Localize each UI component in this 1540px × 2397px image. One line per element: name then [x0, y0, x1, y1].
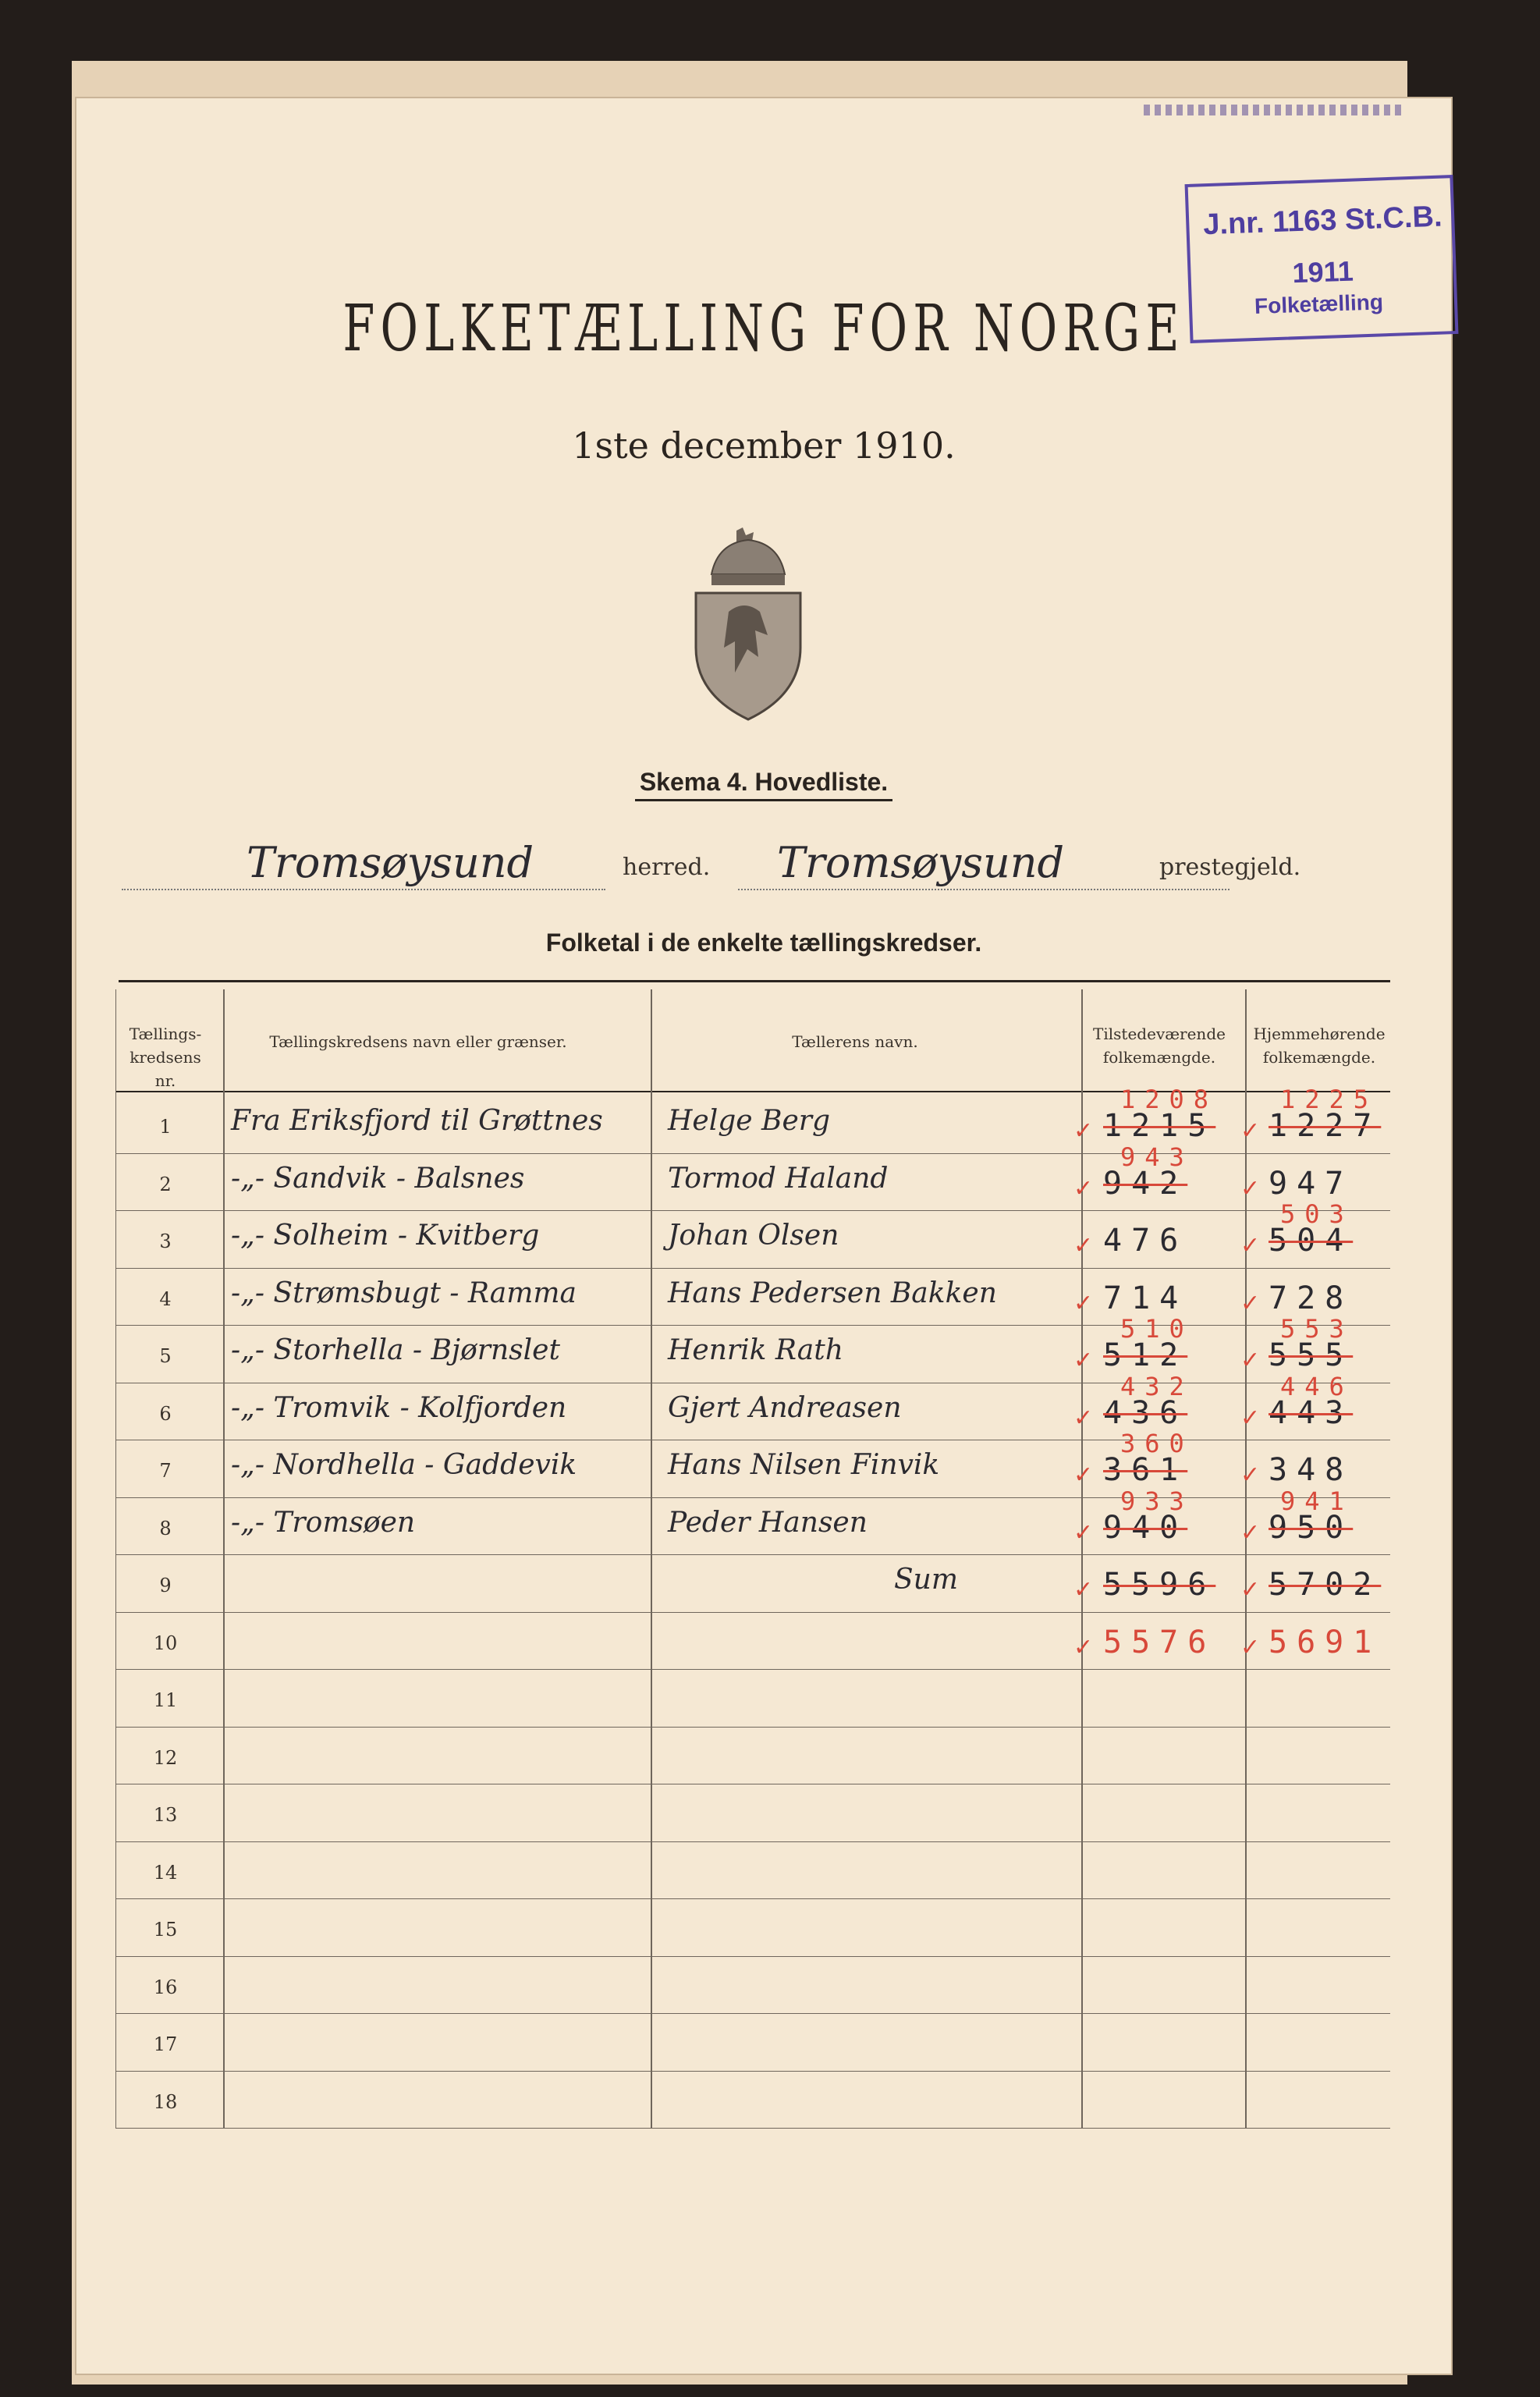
row-number: 9 — [159, 1575, 172, 1596]
check-mark: ✓ — [1240, 1518, 1261, 1547]
row-number: 6 — [159, 1402, 172, 1425]
table-row-line — [115, 1268, 1390, 1269]
district-name: -„- Storhella - Bjørnslet — [231, 1334, 560, 1366]
check-mark: ✓ — [1240, 1404, 1261, 1432]
check-mark: ✓ — [1073, 1174, 1094, 1202]
check-mark: ✓ — [1240, 1347, 1261, 1374]
page-title: FOLKETÆLLING FOR NORGE — [342, 292, 1185, 366]
column-divider — [223, 989, 225, 2128]
check-mark: ✓ — [1240, 1232, 1261, 1259]
table-row-line — [115, 2071, 1390, 2072]
row-number: 2 — [159, 1173, 172, 1195]
district-name: -„- Sandvik - Balsnes — [231, 1162, 525, 1195]
tilstede-value: 5596 — [1103, 1567, 1216, 1603]
page-subtitle: 1ste december 1910. — [572, 424, 956, 467]
tilstede-correction: 510 — [1120, 1314, 1194, 1344]
enumerator-name: Peder Hansen — [668, 1506, 868, 1539]
hjemme-value: 555 — [1269, 1337, 1354, 1373]
row-number: 4 — [159, 1287, 172, 1310]
tilstede-value: 436 — [1103, 1394, 1188, 1431]
table-row-line — [115, 1898, 1390, 1899]
row-number: 15 — [153, 1919, 178, 1941]
table-row-line — [115, 1153, 1390, 1154]
tilstede-value: 714 — [1103, 1280, 1188, 1316]
check-mark: ✓ — [1073, 1461, 1094, 1489]
check-mark: ✓ — [1073, 1347, 1094, 1374]
hjemme-value: 443 — [1269, 1394, 1354, 1431]
district-name: -„- Strømsbugt - Ramma — [231, 1277, 577, 1309]
stamp-label: Folketælling — [1254, 289, 1384, 319]
row-number: 5 — [159, 1345, 172, 1367]
coat-of-arms-icon — [690, 526, 807, 721]
hjemme-value: 947 — [1269, 1165, 1354, 1202]
tilstede-value: 942 — [1103, 1165, 1188, 1202]
row-number: 13 — [153, 1804, 178, 1826]
herred-value: Tromsøysund — [247, 838, 534, 887]
herred-label: herred. — [623, 854, 711, 881]
tilstede-value: 476 — [1103, 1223, 1188, 1259]
table-row-line — [115, 1497, 1390, 1498]
table-top-rule — [119, 980, 1390, 982]
hjemme-value: 5691 — [1269, 1624, 1382, 1660]
district-name: -„- Tromvik - Kolfjorden — [231, 1391, 567, 1424]
check-mark: ✓ — [1240, 1461, 1261, 1489]
header-hjemme: Hjemmehørende folkemængde. — [1253, 1024, 1386, 1067]
hjemme-value: 728 — [1269, 1280, 1354, 1316]
prestegjeld-value: Tromsøysund — [777, 838, 1065, 887]
tilstede-correction: 933 — [1120, 1486, 1194, 1516]
district-name: Fra Eriksfjord til Grøttnes — [231, 1105, 603, 1137]
row-number: 16 — [153, 1976, 178, 1998]
row-number: 3 — [159, 1230, 172, 1252]
enumerator-name: Henrik Rath — [668, 1334, 843, 1366]
table-row-line — [115, 2013, 1390, 2014]
header-tilstede: Tilstedeværende folkemængde. — [1093, 1024, 1226, 1067]
row-number: 12 — [153, 1746, 178, 1769]
check-mark: ✓ — [1073, 1289, 1094, 1317]
table-row-line — [115, 1727, 1390, 1728]
check-mark: ✓ — [1240, 1174, 1261, 1202]
row-number: 10 — [153, 1632, 178, 1654]
enumerator-name: Helge Berg — [668, 1105, 831, 1137]
schema-label: Skema 4. Hovedliste. — [635, 768, 892, 801]
check-mark: ✓ — [1240, 1576, 1261, 1603]
section-title: Folketal i de enkelte tællingskredser. — [545, 929, 982, 957]
row-number: 11 — [153, 1689, 178, 1711]
row-number: 14 — [153, 1861, 178, 1884]
enumerator-name: Johan Olsen — [668, 1220, 839, 1252]
header-navn: Tællingskredsens navn eller grænser. — [269, 1032, 567, 1051]
check-mark: ✓ — [1073, 1404, 1094, 1432]
hjemme-value: 348 — [1269, 1452, 1354, 1488]
enumerator-name: Gjert Andreasen — [668, 1391, 902, 1424]
hjemme-correction: 553 — [1280, 1314, 1354, 1344]
column-divider — [1245, 989, 1247, 2128]
check-mark: ✓ — [1073, 1232, 1094, 1259]
table-row-line — [115, 1210, 1390, 1211]
enumerator-name: Sum — [894, 1564, 958, 1596]
row-number: 7 — [159, 1460, 172, 1482]
district-name: -„- Tromsøen — [231, 1506, 416, 1539]
tilstede-correction: 360 — [1120, 1429, 1194, 1458]
tilstede-correction: 432 — [1120, 1371, 1194, 1401]
stamp-smudge — [1144, 105, 1401, 115]
hjemme-correction: 1225 — [1280, 1085, 1379, 1114]
check-mark: ✓ — [1240, 1633, 1261, 1661]
enumerator-name: Tormod Haland — [668, 1162, 889, 1195]
check-mark: ✓ — [1073, 1633, 1094, 1661]
enumerator-name: Hans Nilsen Finvik — [668, 1449, 940, 1481]
header-teller: Tællerens navn. — [792, 1032, 918, 1051]
header-nr: Tællings-kredsens nr. — [129, 1024, 202, 1090]
table-row-line — [115, 1956, 1390, 1957]
check-mark: ✓ — [1073, 1117, 1094, 1145]
check-mark: ✓ — [1240, 1117, 1261, 1145]
hjemme-value: 504 — [1269, 1223, 1354, 1259]
tilstede-correction: 1208 — [1120, 1085, 1219, 1114]
table-row-line — [115, 2128, 1390, 2129]
table-row-line — [115, 1325, 1390, 1326]
enumerator-name: Hans Pedersen Bakken — [668, 1277, 997, 1309]
row-number: 8 — [159, 1517, 172, 1539]
stamp-journal-number: J.nr. 1163 St.C.B. — [1202, 200, 1443, 242]
tilstede-value: 512 — [1103, 1337, 1188, 1373]
column-divider — [651, 989, 652, 2128]
census-form-page — [75, 97, 1453, 2375]
tilstede-value: 940 — [1103, 1509, 1188, 1546]
check-mark: ✓ — [1073, 1576, 1094, 1603]
hjemme-correction: 503 — [1280, 1199, 1354, 1229]
row-number: 17 — [153, 2033, 178, 2055]
column-divider — [1081, 989, 1083, 2128]
district-name: -„- Solheim - Kvitberg — [231, 1220, 540, 1252]
row-number: 18 — [153, 2090, 178, 2113]
column-divider — [115, 989, 116, 2128]
check-mark: ✓ — [1073, 1518, 1094, 1547]
tilstede-value: 1215 — [1103, 1108, 1216, 1144]
check-mark: ✓ — [1240, 1289, 1261, 1317]
hjemme-value: 950 — [1269, 1509, 1354, 1546]
tilstede-correction: 943 — [1120, 1142, 1194, 1172]
table-row-line — [115, 1669, 1390, 1670]
table-row-line — [115, 1612, 1390, 1613]
tilstede-value: 5576 — [1103, 1624, 1216, 1660]
district-name: -„- Nordhella - Gaddevik — [231, 1449, 577, 1481]
prestegjeld-label: prestegjeld. — [1159, 854, 1301, 881]
tilstede-value: 361 — [1103, 1452, 1188, 1488]
schema-heading — [75, 768, 1453, 797]
table-row-line — [115, 1841, 1390, 1842]
row-number: 1 — [159, 1116, 172, 1138]
hjemme-correction: 941 — [1280, 1486, 1354, 1516]
stamp-year: 1911 — [1291, 254, 1354, 289]
table-row-line — [115, 1554, 1390, 1555]
hjemme-correction: 446 — [1280, 1371, 1354, 1401]
hjemme-value: 5702 — [1269, 1567, 1382, 1603]
hjemme-value: 1227 — [1269, 1108, 1382, 1144]
